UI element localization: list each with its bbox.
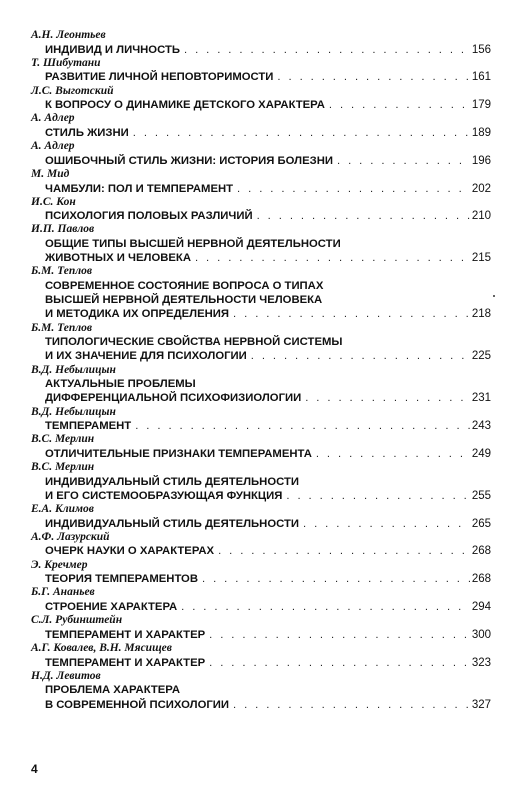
dot-leader (181, 600, 470, 614)
toc-page-number: 300 (471, 628, 491, 641)
toc-title-line: ПСИХОЛОГИЯ ПОЛОВЫХ РАЗЛИЧИЙ (45, 210, 253, 223)
toc-author: И.П. Павлов (31, 223, 95, 236)
toc-title-line: ОБЩИЕ ТИПЫ ВЫСШЕЙ НЕРВНОЙ ДЕЯТЕЛЬНОСТИ (45, 238, 341, 251)
dot-leader (133, 126, 470, 140)
toc-title-line: ТЕОРИЯ ТЕМПЕРАМЕНТОВ (45, 573, 199, 586)
toc-author: А.Ф. Лазурский (31, 530, 110, 543)
toc-page-number: 161 (471, 71, 491, 84)
toc-title-line: ОШИБОЧНЫЙ СТИЛЬ ЖИЗНИ: ИСТОРИЯ БОЛЕЗНИ (45, 154, 334, 167)
toc-title-row (45, 447, 491, 461)
toc-title-line: ВЫСШЕЙ НЕРВНОЙ ДЕЯТЕЛЬНОСТИ ЧЕЛОВЕКА (45, 294, 323, 307)
table-of-contents (31, 29, 491, 712)
toc-page-number: 189 (471, 126, 491, 139)
toc-title-line: ИНДИВИД И ЛИЧНОСТЬ (45, 43, 180, 56)
page-number: 4 (31, 762, 38, 776)
toc-title-row (45, 70, 491, 84)
toc-author: В.Д. Небылицын (31, 363, 116, 376)
dot-leader (337, 154, 470, 168)
toc-author: Н.Д. Левитов (31, 669, 101, 682)
toc-title-row (45, 98, 491, 112)
toc-title-line: ТЕМПЕРАМЕНТ (45, 420, 132, 433)
toc-page-number: 268 (471, 573, 491, 586)
toc-title-line: И ЕГО СИСТЕМООБРАЗУЮЩАЯ ФУНКЦИЯ (45, 489, 283, 502)
toc-title-row (45, 209, 491, 223)
toc-title-row (45, 182, 491, 196)
toc-page-number: 323 (471, 656, 491, 669)
toc-title-row (45, 251, 491, 265)
toc-entry (31, 531, 491, 559)
toc-entry (31, 614, 491, 642)
toc-entry (31, 461, 491, 503)
toc-entry (31, 433, 491, 461)
toc-entry (31, 112, 491, 140)
toc-page-number: 294 (471, 601, 491, 613)
toc-page-number: 243 (471, 420, 491, 433)
toc-page-number: 218 (471, 308, 491, 321)
toc-title-line: К ВОПРОСУ О ДИНАМИКЕ ДЕТСКОГО ХАРАКТЕРА (45, 99, 325, 112)
toc-page-number: 202 (471, 182, 491, 195)
toc-title-row (45, 656, 491, 670)
toc-title-row (45, 391, 491, 405)
toc-entry (31, 196, 491, 224)
toc-page-number: 210 (471, 210, 491, 223)
toc-title-line: АКТУАЛЬНЫЕ ПРОБЛЕМЫ (45, 378, 196, 391)
toc-title-row (45, 628, 491, 642)
toc-entry (31, 406, 491, 434)
toc-author: Л.С. Выготский (31, 84, 114, 97)
toc-page-number: 255 (471, 489, 491, 502)
toc-title-row (45, 154, 491, 168)
toc-title-row (45, 517, 491, 531)
dot-leader (218, 544, 470, 558)
toc-title-row (45, 572, 491, 586)
dot-leader (233, 307, 470, 321)
toc-entry (31, 559, 491, 587)
toc-author: Б.М. Теплов (31, 321, 93, 334)
toc-title-row (45, 307, 491, 321)
toc-page-number: 327 (471, 698, 491, 711)
dot-leader (305, 391, 470, 405)
toc-author: Е.А. Климов (31, 503, 94, 516)
toc-title-line: ЧАМБУЛИ: ПОЛ И ТЕМПЕРАМЕНТ (45, 182, 234, 195)
toc-entry (31, 322, 491, 364)
toc-page-number: 179 (471, 99, 491, 112)
toc-author: А. Адлер (31, 140, 75, 153)
dot-leader (135, 419, 470, 433)
toc-title-row (45, 126, 491, 140)
toc-title-line: ТИПОЛОГИЧЕСКИЕ СВОЙСТВА НЕРВНОЙ СИСТЕМЫ (45, 336, 343, 349)
toc-author: М. Мид (31, 167, 70, 180)
toc-title-line: ОЧЕРК НАУКИ О ХАРАКТЕРАХ (45, 545, 215, 558)
dot-leader (209, 656, 470, 670)
toc-author: А.Н. Леонтьев (31, 29, 106, 41)
toc-author: Б.Г. Ананьев (31, 586, 95, 599)
toc-title-line: СТИЛЬ ЖИЗНИ (45, 126, 129, 139)
toc-entry (31, 586, 491, 614)
toc-entry (31, 223, 491, 265)
toc-author: Б.М. Теплов (31, 265, 93, 278)
toc-author: А. Адлер (31, 112, 75, 125)
dot-leader (316, 447, 470, 461)
toc-entry (31, 29, 491, 57)
toc-entry (31, 670, 491, 712)
print-speck (493, 295, 495, 297)
toc-title-line: ПРОБЛЕМА ХАРАКТЕРА (45, 684, 181, 697)
toc-entry (31, 642, 491, 670)
dot-leader (251, 349, 470, 363)
dot-leader (277, 70, 469, 84)
toc-entry (31, 85, 491, 113)
dot-leader (195, 251, 470, 265)
toc-author: А.Г. Ковалев, В.Н. Мясищев (31, 641, 172, 654)
dot-leader (286, 489, 469, 503)
dot-leader (329, 98, 470, 112)
toc-title-line: ИНДИВИДУАЛЬНЫЙ СТИЛЬ ДЕЯТЕЛЬНОСТИ (45, 475, 300, 488)
toc-title-line: ОТЛИЧИТЕЛЬНЫЕ ПРИЗНАКИ ТЕМПЕРАМЕНТА (45, 447, 312, 460)
toc-title-line: ТЕМПЕРАМЕНТ И ХАРАКТЕР (45, 628, 206, 641)
toc-title-line: РАЗВИТИЕ ЛИЧНОЙ НЕПОВТОРИМОСТИ (45, 71, 274, 84)
toc-title-line: ЖИВОТНЫХ И ЧЕЛОВЕКА (45, 252, 191, 265)
toc-entry (31, 265, 491, 321)
toc-author: Э. Кречмер (31, 558, 88, 571)
toc-title-row (45, 419, 491, 433)
toc-title-row (45, 600, 491, 614)
dot-leader (257, 209, 470, 223)
toc-title-row (45, 698, 491, 712)
toc-entry (31, 140, 491, 168)
toc-page-number: 265 (471, 517, 491, 530)
toc-title-line: И МЕТОДИКА ИХ ОПРЕДЕЛЕНИЯ (45, 308, 230, 321)
toc-title-line: ИНДИВИДУАЛЬНЫЙ СТИЛЬ ДЕЯТЕЛЬНОСТИ (45, 517, 300, 530)
toc-page-number: 156 (471, 43, 491, 56)
toc-author: И.С. Кон (31, 195, 76, 208)
toc-page-number: 249 (471, 447, 491, 460)
toc-author: В.С. Мерлин (31, 433, 95, 446)
toc-title-line: СТРОЕНИЕ ХАРАКТЕРА (45, 601, 178, 613)
toc-entry (31, 57, 491, 85)
toc-page-number: 231 (471, 392, 491, 405)
toc-title-line: В СОВРЕМЕННОЙ ПСИХОЛОГИИ (45, 698, 229, 711)
dot-leader (233, 698, 470, 712)
toc-entry (31, 364, 491, 406)
toc-author: В.Д. Небылицын (31, 405, 116, 418)
dot-leader (303, 517, 470, 531)
toc-entry (31, 503, 491, 531)
toc-author: С.Л. Рубинштейн (31, 614, 123, 627)
toc-page-number: 196 (471, 154, 491, 167)
toc-page-number: 268 (471, 545, 491, 558)
toc-title-line: СОВРЕМЕННОЕ СОСТОЯНИЕ ВОПРОСА О ТИПАХ (45, 280, 324, 293)
dot-leader (184, 43, 470, 57)
toc-title-line: ТЕМПЕРАМЕНТ И ХАРАКТЕР (45, 656, 206, 669)
toc-page-number: 215 (471, 252, 491, 265)
toc-title-row (45, 349, 491, 363)
toc-page-number: 225 (471, 350, 491, 363)
toc-title-line: И ИХ ЗНАЧЕНИЕ ДЛЯ ПСИХОЛОГИИ (45, 350, 247, 363)
toc-title-line: ДИФФЕРЕНЦИАЛЬНОЙ ПСИХОФИЗИОЛОГИИ (45, 392, 302, 405)
dot-leader (237, 182, 470, 196)
dot-leader (209, 628, 470, 642)
toc-author: Т. Шибутани (31, 56, 101, 69)
toc-entry (31, 168, 491, 196)
toc-title-row (45, 489, 491, 503)
toc-title-row (45, 544, 491, 558)
dot-leader (202, 572, 470, 586)
toc-title-row (45, 43, 491, 57)
toc-author: В.С. Мерлин (31, 461, 95, 474)
